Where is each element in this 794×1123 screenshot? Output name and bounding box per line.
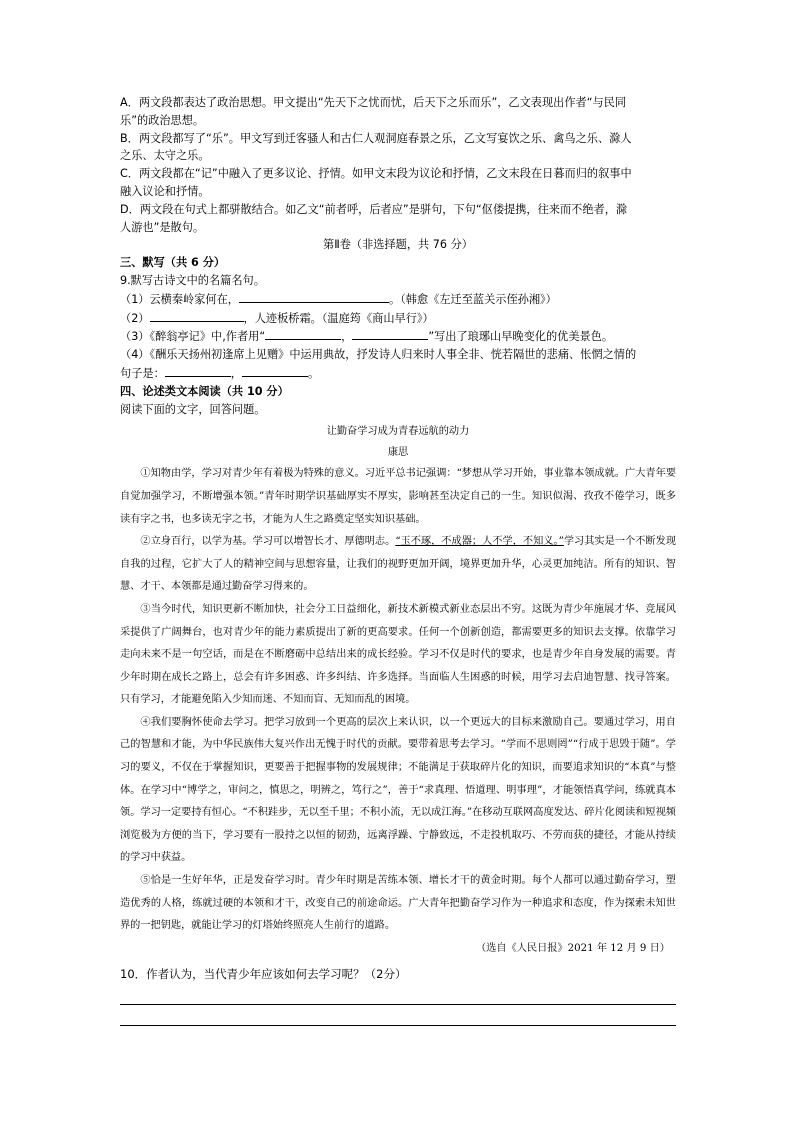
answer-blank[interactable]: [165, 364, 231, 377]
article-paragraph-2: [120, 531, 676, 599]
answer-line-2[interactable]: [120, 1005, 676, 1026]
answer-blank[interactable]: [265, 327, 341, 340]
option-a-line2: 乐”的政治思想。: [120, 113, 205, 127]
answer-blank[interactable]: [242, 364, 308, 377]
q9-item4-mid: ，: [230, 366, 242, 380]
q9-item3-pre: （3）《醉翁亭记》中,作者用“: [120, 330, 266, 344]
answer-line-1[interactable]: [120, 984, 676, 1005]
section2-title: 第Ⅱ卷（非选择题，共 76 分）: [323, 238, 473, 252]
q9-item2-post: ，人迹板桥霜。（温庭筠《商山早行》）: [243, 311, 434, 325]
article-paragraph-3: ③当今时代，知识更新不断加快，社会分工日益细化，新技术新模式新业态层出不穷。这既为青少年施展才华、竞展风采提供了广阔舞台，也对青少年的能力素质提出了新的更高要求。任何一个创新创造，都需要更多的知识去支撑。依靠学习走向未来不是一句空话，而是在不断磨砺中总结出来的成长经验。学习不仅是时代的要求，也是青少年自身发展的需要。青少年时期在成长之路上，总会有许多困惑、许多纠结、许多选择。当面临人生困惑的时候，用学习去启迪智慧、找寻答案。只有学习，才能避免陷入少知而迷、不知而盲、无知而乱的困境。: [120, 603, 676, 706]
option-d-line1: D．两文段在句式上都骈散结合。如乙文“前者呼，后者应”是骈句，下句“伛偻提携，往来而不绝者，滁: [120, 202, 628, 216]
p2-lead: ②立身百行，以学为基。学习可以增智长才、厚德明志。: [140, 536, 396, 548]
q10-prompt: 10．作者认为，当代青少年应该如何去学习呢？（2分）: [120, 967, 407, 982]
option-a-line1: A．两文段都表达了政治思想。甲文提出“先天下之忧而忧，后天下之乐而乐”，乙文表现出作者“与民同: [120, 96, 627, 109]
q9-item1-pre: （1）云横秦岭家何在，: [120, 292, 239, 306]
option-c-line1: C．两文段都在“记”中融入了更多议论、抒情。如甲文末段为议论和抒情，乙文末段在日暮而归的叙事中: [120, 167, 632, 181]
q9-item3: [120, 327, 676, 346]
q9-item4-pre: 句子是：: [120, 366, 165, 380]
option-b-line2: 之乐、太守之乐。: [120, 149, 210, 163]
article-source: （选自《人民日报》2021 年 12 月 9 日）: [476, 942, 670, 954]
article-paragraph-1: ①知物由学，学习对青少年有着极为特殊的意义。习近平总书记强调：“梦想从学习开始，事业靠本领成就。广大青年要自觉加强学习，不断增强本领。”青年时期学识基础厚实不厚实，影响甚至决定自己的一生。知识似渴、孜孜不倦学习，既多读有字之书，也多读无字之书，才能为人生之路奠定坚实知识基础。: [120, 468, 676, 525]
part3-heading: 三、默写（共 6 分）: [120, 256, 226, 270]
q9-prompt: 9.默写古诗文中的名篇名句。: [120, 273, 265, 287]
part4-heading: 四、论述类文本阅读（共 10 分）: [120, 384, 289, 398]
option-b-line1: B．两文段都写了“乐”。甲文写到迁客骚人和古仁人观洞庭春景之乐，乙文写宴饮之乐、禽鸟之乐、滁人: [120, 131, 632, 145]
option-d-line2: 人游也”是散句。: [120, 220, 205, 234]
p2-rest: 学习其实是一个不断发现自我的过程，它扩大了人的精神空间与思想容量，让我们的视野更加开阔，境界更加升华，心灵更加纯洁。所有的知识、智慧、才干、本领都是通过勤奋学习得来的。: [120, 536, 677, 593]
q9-item3-mid: ，: [341, 330, 353, 344]
q9-item1: [120, 290, 676, 309]
article-paragraph-5: ⑤恰是一生好年华，正是发奋学习时。青少年时期是苦练本领、增长才干的黄金时期。每个人都可以通过勤奋学习，塑造优秀的人格，练就过硬的本领和才干，改变自己的前途命运。广大青年把勤奋学习作为一种追求和态度，作为探索未知世界的一把钥匙，就能让学习的灯塔始终照亮人生前行的道路。: [120, 875, 676, 932]
article-title: 让勤奋学习成为青春远航的动力: [326, 426, 470, 438]
q9-item4-post: 。: [307, 366, 320, 380]
q9-item3-post: ”写出了琅琊山早晚变化的优美景色。: [428, 330, 614, 344]
q9-item4-line2: [120, 364, 676, 383]
article-author: 康思: [387, 447, 409, 459]
answer-blank[interactable]: [150, 309, 244, 322]
p2-underlined-quote: “玉不琢，不成器；人不学，不知义。”: [395, 536, 564, 548]
q9-item2: [120, 309, 676, 328]
exam-page: [120, 94, 676, 1026]
q9-item2-pre: （2）: [120, 311, 150, 325]
q9-item4-line1: （4）《酬乐天扬州初逢席上见赠》中运用典故，抒发诗人归来时人事全非、恍若隔世的悲痛、怅惘之情的: [120, 348, 637, 362]
answer-blank[interactable]: [352, 327, 428, 340]
option-c-line2: 融入议论和抒情。: [120, 184, 210, 198]
answer-blank[interactable]: [239, 290, 389, 303]
article-paragraph-4: ④我们要胸怀使命去学习。把学习放到一个更高的层次上来认识，以一个更远大的目标来激励自己。要通过学习，用自己的智慧和才能，为中华民族伟大复兴作出无愧于时代的贡献。要带着思考去学习。“学而不思则罔”“行成于思毁于随”。学习的要义，不仅在于掌握知识，更要善于把握事物的发展规律；不能满足于获取碎片化的知识，而要追求知识的“本真”与整体。在学习中“博学之，审问之，慎思之，明辨之，笃行之”，善于“求真理、悟道理、明事理”，才能领悟真学问，练就真本领。学习一定要持有恒心。“不积跬步，无以至千里；不积小流，无以成江海。”在移动互联网高度发达、碎片化阅读和短视频浏览极为方便的当下，学习要有一股持之以恒的韧劲，远离浮躁、宁静致远，不走投机取巧、不劳而获的捷径，才能从持续的学习中获益。: [120, 716, 676, 864]
part4-instruction: 阅读下面的文字，回答问题。: [120, 402, 266, 416]
q9-item1-post: 。（韩愈《左迁至蓝关示侄孙湘》）: [389, 292, 557, 306]
